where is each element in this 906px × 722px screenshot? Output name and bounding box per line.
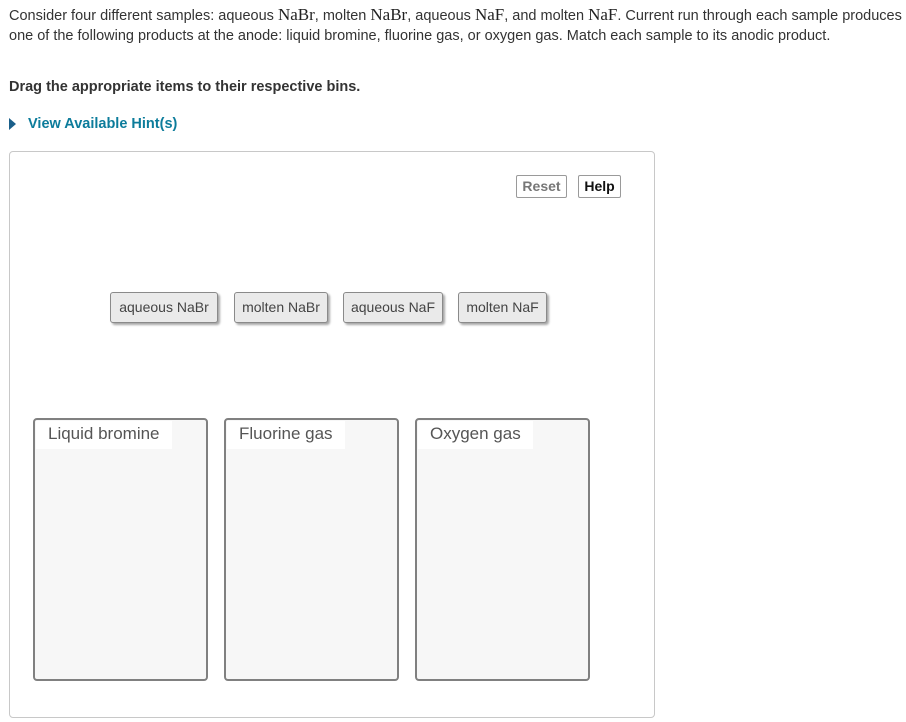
caret-right-icon (9, 118, 16, 130)
question-part-2: , molten (314, 8, 371, 24)
view-hints-link[interactable]: View Available Hint(s) (28, 116, 178, 132)
bin-label: Liquid bromine (36, 421, 172, 449)
chem-formula-naf-aqueous: NaF (474, 5, 505, 24)
draggable-item-molten-nabr[interactable]: molten NaBr (234, 292, 328, 323)
help-button[interactable]: Help (578, 175, 621, 198)
chem-formula-naf-molten: NaF (588, 5, 618, 24)
question-part-5: . Current run through each sample produces one of the following products at the anode: liquid bromine, fluorine gas, or oxygen gas. Match each sample to its anodic product. (9, 8, 902, 44)
question-text (9, 5, 904, 46)
hint-toggle[interactable] (9, 116, 177, 132)
draggable-item-aqueous-naf[interactable]: aqueous NaF (343, 292, 443, 323)
question-part-3: , aqueous (407, 8, 475, 24)
question-part-4: , and molten (504, 8, 589, 24)
bin-label: Fluorine gas (227, 421, 345, 449)
chem-formula-nabr-molten: NaBr (370, 5, 408, 24)
bin-label: Oxygen gas (418, 421, 533, 449)
instruction-text: Drag the appropriate items to their respective bins. (9, 79, 361, 95)
question-part-1: Consider four different samples: aqueous (9, 8, 278, 24)
reset-button[interactable]: Reset (516, 175, 567, 198)
bin-fluorine-gas[interactable] (224, 418, 399, 681)
drag-drop-area (9, 151, 655, 718)
bin-liquid-bromine[interactable] (33, 418, 208, 681)
draggable-item-aqueous-nabr[interactable]: aqueous NaBr (110, 292, 218, 323)
bin-oxygen-gas[interactable] (415, 418, 590, 681)
chem-formula-nabr-aqueous: NaBr (277, 5, 315, 24)
draggable-item-molten-naf[interactable]: molten NaF (458, 292, 547, 323)
